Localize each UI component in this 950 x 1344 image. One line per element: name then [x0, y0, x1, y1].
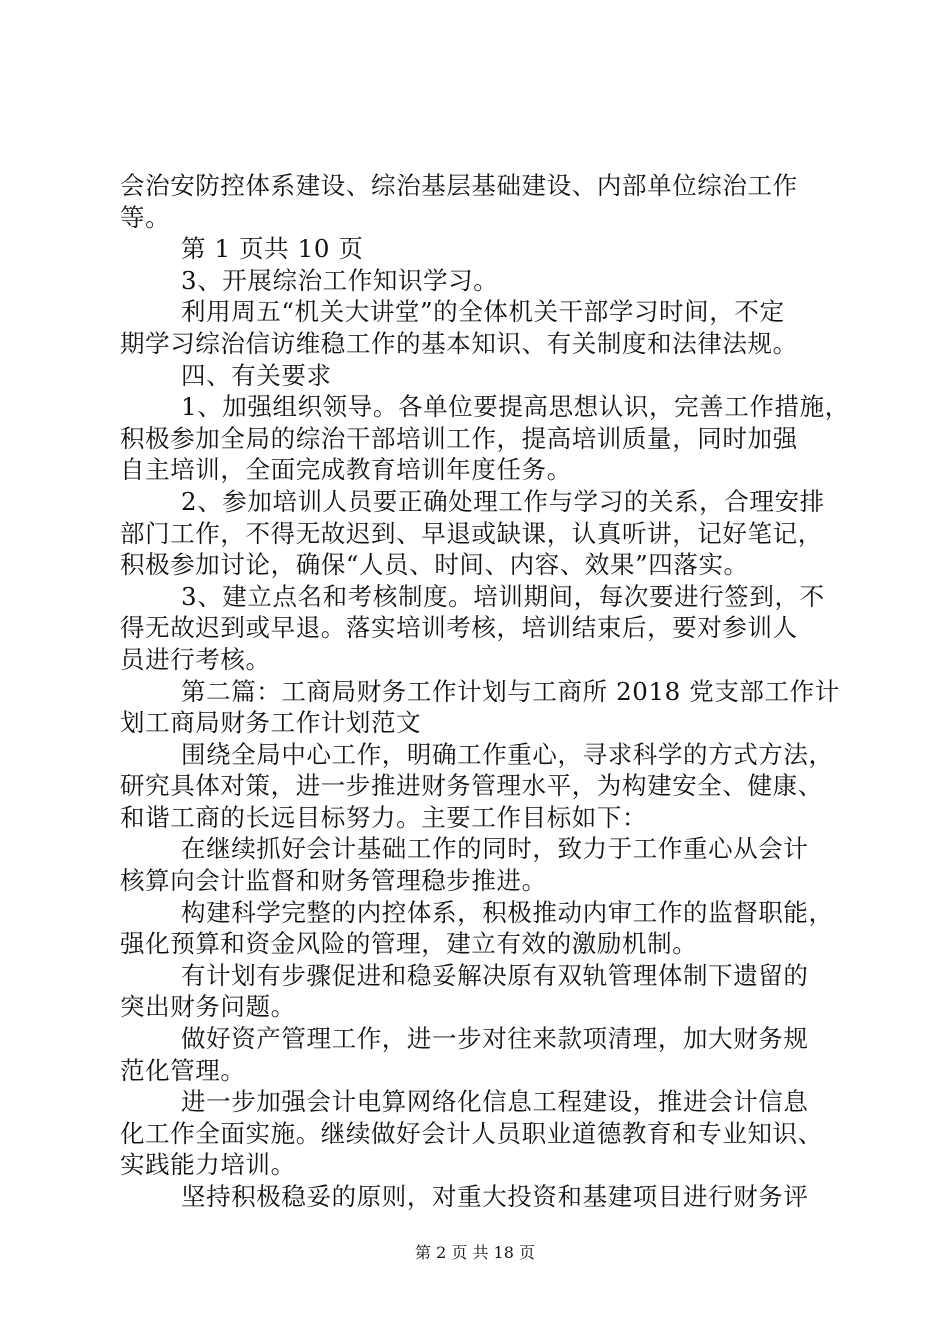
- text-line: 期学习综治信访维稳工作的基本知识、有关制度和法律法规。: [120, 328, 798, 358]
- text-line: 做好资产管理工作，进一步对往来款项清理，加大财务规: [181, 1024, 809, 1054]
- page-footer: 第 2 页 共 18 页: [415, 1243, 535, 1262]
- text-line: 会治安防控体系建设、综治基层基础建设、内部单位综治工作: [120, 171, 798, 200]
- text-line: 范化管理。: [120, 1055, 246, 1085]
- text-line: 员进行考核。: [120, 644, 271, 674]
- text-line: 四、有关要求: [181, 360, 332, 390]
- text-line: 坚持积极稳妥的原则，对重大投资和基建项目进行财务评: [181, 1182, 809, 1211]
- text-line: 得无故迟到或早退。落实培训考核，培训结束后，要对参训人: [120, 613, 798, 643]
- text-line: 3、开展综治工作知识学习。: [181, 265, 499, 295]
- text-line: 进一步加强会计电算网络化信息工程建设，推进会计信息: [181, 1087, 809, 1117]
- text-line: 核算向会计监督和财务管理稳步推进。: [120, 866, 547, 896]
- text-line: 第 1 页共 10 页: [181, 234, 364, 264]
- text-line: 3、建立点名和考核制度。培训期间，每次要进行签到，不: [181, 581, 825, 611]
- text-line: 和谐工商的长远目标努力。主要工作目标如下：: [120, 802, 648, 832]
- text-line: 强化预算和资金风险的管理，建立有效的激励机制。: [120, 929, 698, 959]
- text-line: 部门工作，不得无故迟到、早退或缺课，认真听讲，记好笔记，: [120, 518, 823, 548]
- text-line: 有计划有步骤促进和稳妥解决原有双轨管理体制下遗留的: [181, 960, 809, 990]
- text-line: 研究具体对策，进一步推进财务管理水平，为构建安全、健康、: [120, 771, 823, 801]
- text-line: 围绕全局中心工作，明确工作重心，寻求科学的方式方法，: [181, 739, 834, 769]
- text-line: 第二篇：工商局财务工作计划与工商所 2018 党支部工作计: [181, 676, 840, 706]
- text-line: 自主培训，全面完成教育培训年度任务。: [120, 455, 572, 485]
- text-line: 等。: [120, 202, 171, 232]
- text-line: 划工商局财务工作计划范文: [120, 708, 422, 738]
- text-line: 利用周五“机关大讲堂”的全体机关干部学习时间，不定: [181, 297, 785, 327]
- document-body: [120, 170, 850, 1213]
- text-line: 构建科学完整的内控体系，积极推动内审工作的监督职能，: [181, 897, 834, 927]
- text-line: 2、参加培训人员要正确处理工作与学习的关系，合理安排: [181, 486, 825, 516]
- text-line: 突出财务问题。: [120, 992, 296, 1022]
- text-line: 积极参加讨论，确保“人员、时间、内容、效果”四落实。: [120, 550, 749, 580]
- text-line: 在继续抓好会计基础工作的同时，致力于工作重心从会计: [181, 834, 809, 864]
- text-line: 实践能力培训。: [120, 1150, 296, 1180]
- text-line: 化工作全面实施。继续做好会计人员职业道德教育和专业知识、: [120, 1118, 823, 1148]
- text-line: 积极参加全局的综治干部培训工作，提高培训质量，同时加强: [120, 423, 798, 453]
- text-line: 1、加强组织领导。各单位要提高思想认识，完善工作措施，: [181, 392, 850, 422]
